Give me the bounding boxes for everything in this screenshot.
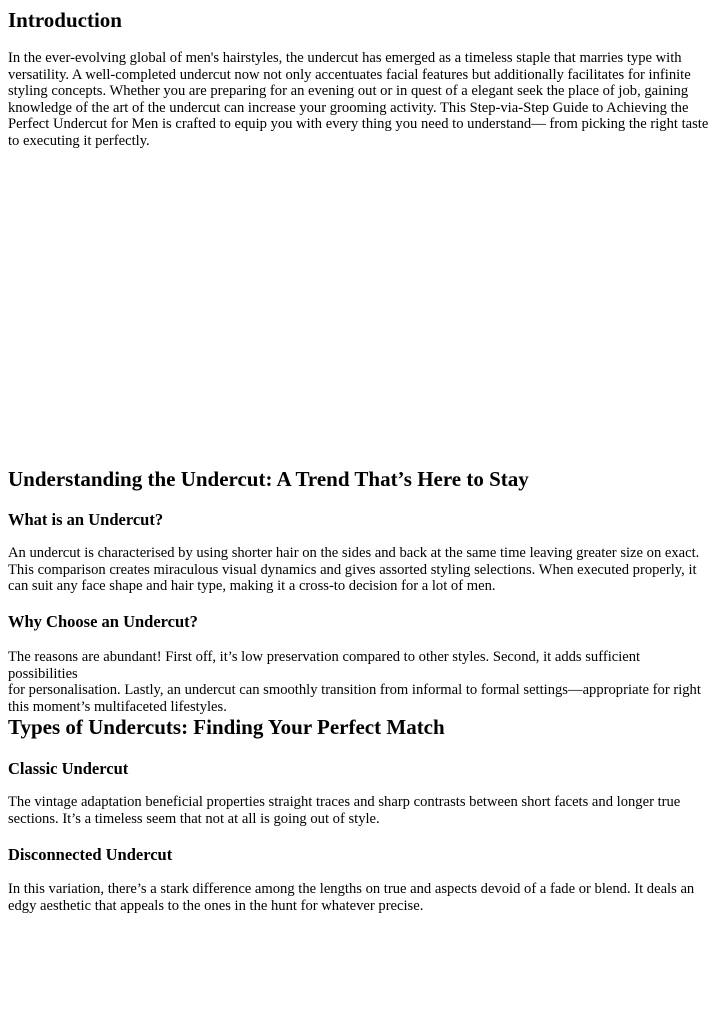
subheading-disconnected-undercut: Disconnected Undercut (8, 845, 173, 864)
section-heading-introduction: Introduction (8, 8, 122, 32)
disconnected-undercut-paragraph: In this variation, there’s a stark difference among the lengths on true and aspects devoid of a fade or blend. It deals an edgy aesthetic that appeals to the ones in the hunt for whatever precise. (8, 881, 695, 914)
what-is-undercut-paragraph: An undercut is characterised by using shorter hair on the sides and back at the same time leaving greater size on exact. This comparison creates miraculous visual dynamics and gives assorted styling selections. When executed properly, it can suit any face shape and hair type, making it a cross-to decision for a lot of men. (8, 545, 700, 595)
subheading-classic-undercut: Classic Undercut (8, 759, 129, 778)
classic-undercut-paragraph: The vintage adaptation beneficial properties straight traces and sharp contrasts between short facets and longer true sections. It’s a timeless seem that not at all is going out of style. (8, 794, 681, 827)
section-heading-understanding-undercut: Understanding the Undercut: A Trend That’s Here to Stay (8, 467, 529, 491)
blank-space (8, 160, 712, 460)
why-choose-undercut-paragraph: The reasons are abundant! First off, it’s low preservation compared to other styles. Second, it adds sufficient possibilities for personalisation. Lastly, an undercut can smoothly transition from informal to formal settings—appropriate for right this moment’s multifaceted lifestyles. (8, 649, 701, 715)
introduction-paragraph: In the ever-evolving global of men's hairstyles, the undercut has emerged as a timeless staple that marries type with versatility. A well-completed undercut now not only accentuates facial features but additionally facilitates for infinite styling concepts. Whether you are preparing for an evening out or in quest of a elegant seek the place of job, gaining knowledge of the art of the undercut can increase your grooming activity. This Step-via-Step Guide to Achieving the Perfect Undercut for Men is crafted to equip you with every thing you need to understand— from picking the right taste to executing it perfectly. (8, 50, 709, 149)
section-heading-types-of-undercuts: Types of Undercuts: Finding Your Perfect Match (8, 715, 445, 739)
subheading-what-is-undercut: What is an Undercut? (8, 510, 164, 529)
subheading-why-choose-undercut: Why Choose an Undercut? (8, 612, 198, 631)
